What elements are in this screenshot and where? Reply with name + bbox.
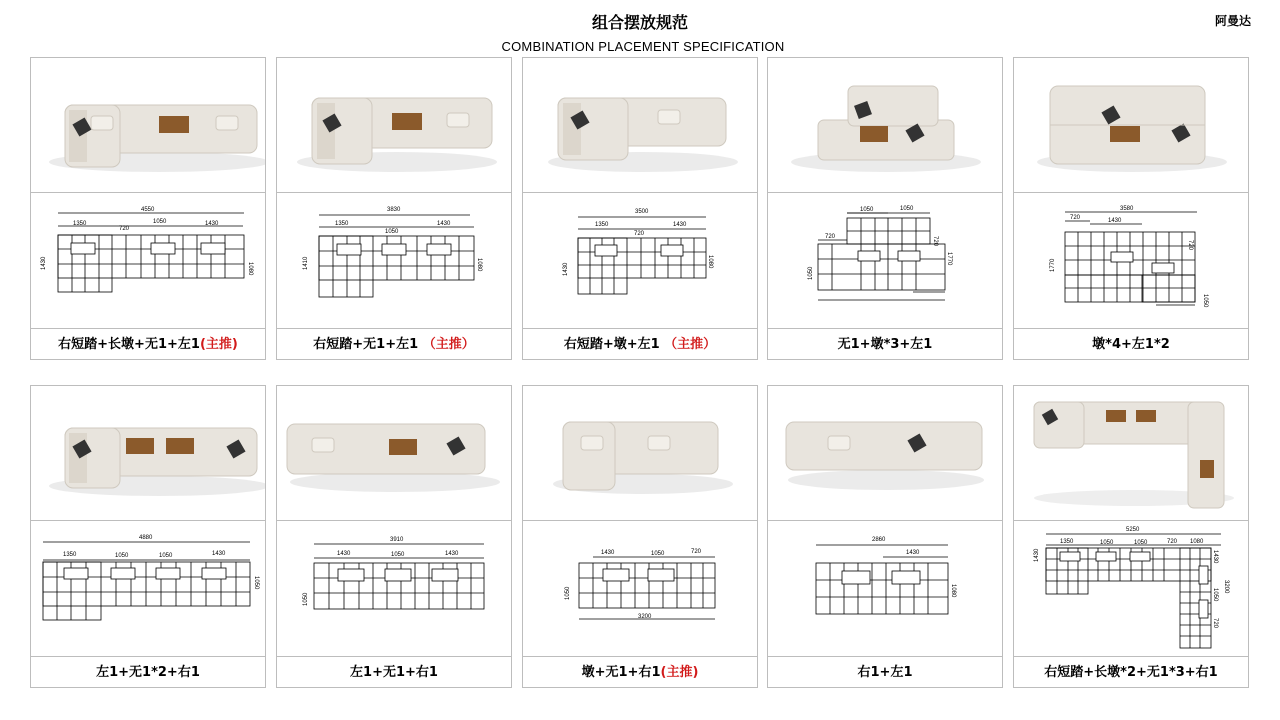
dimension-plan	[768, 192, 1002, 329]
combo-caption: 右1+左1	[857, 665, 913, 680]
dim-label: 1430	[1034, 548, 1040, 562]
dim-label: 1430	[337, 551, 351, 557]
dimension-plan	[31, 192, 265, 329]
sofa-photo	[768, 58, 1002, 193]
dim-label: 1770	[946, 252, 952, 266]
combo-caption: 左1+无1*2+右1	[96, 665, 200, 680]
dim-label: 720	[691, 549, 702, 555]
dim-label: 1050	[1212, 588, 1218, 602]
recommend-badge: （主推）	[422, 337, 475, 352]
dim-label: 1050	[385, 229, 399, 235]
sofa-photo	[523, 58, 757, 193]
combo-card-7[interactable]	[276, 385, 512, 688]
brand-name: 阿曼达	[1214, 14, 1251, 28]
combo-card-4[interactable]	[767, 57, 1003, 360]
recommend-badge: （主推）	[664, 337, 717, 352]
dimension-plan	[768, 520, 1002, 657]
dimension-plan	[277, 520, 511, 657]
dim-label: 1350	[73, 221, 87, 227]
dim-label: 1050	[1202, 294, 1208, 308]
combo-card-9[interactable]	[767, 385, 1003, 688]
combo-card-5[interactable]	[1013, 57, 1249, 360]
dimension-plan	[1014, 520, 1248, 657]
combo-card-1[interactable]	[30, 57, 266, 360]
dim-label: 1770	[1050, 258, 1056, 272]
dim-label: 1050	[651, 551, 665, 557]
dim-label: 1080	[476, 258, 482, 272]
dim-label: 1050	[565, 586, 571, 600]
dimension-plan	[277, 192, 511, 329]
dim-label: 1430	[437, 221, 451, 227]
dim-label: 3200	[638, 614, 652, 620]
dim-label: 3200	[1223, 580, 1229, 594]
dim-label: 720	[1070, 215, 1081, 221]
combo-caption: 右短踏+墩+左1 （主推）	[563, 337, 717, 352]
dimension-plan	[31, 520, 265, 657]
dim-label: 720	[1167, 539, 1178, 545]
dim-label: 1050	[253, 576, 259, 590]
dim-label: 1430	[1212, 550, 1218, 564]
dim-label: 1080	[247, 262, 253, 276]
dim-label: 5250	[1126, 527, 1140, 533]
dim-label: 4880	[139, 535, 153, 541]
combo-card-10[interactable]	[1013, 385, 1249, 688]
combo-caption: 右短踏+无1+左1 （主推）	[313, 337, 475, 352]
dim-label: 720	[1187, 240, 1193, 251]
combo-caption: 右短踏+长墩*2+无1*3+右1	[1044, 665, 1218, 680]
combo-card-6[interactable]	[30, 385, 266, 688]
dim-label: 4550	[141, 207, 155, 213]
dim-label: 3580	[1120, 206, 1134, 212]
dim-label: 720	[932, 236, 938, 247]
page-title: 组合摆放规范	[591, 13, 688, 32]
dim-label: 1080	[950, 584, 956, 598]
combo-card-2[interactable]	[276, 57, 512, 360]
recommend-badge: (主推)	[199, 337, 238, 352]
dim-label: 1430	[1108, 218, 1122, 224]
dim-label: 720	[825, 234, 836, 240]
dim-label: 1050	[808, 266, 814, 280]
dim-label: 720	[634, 231, 645, 237]
dim-label: 1050	[1134, 540, 1148, 546]
dim-label: 1430	[41, 256, 47, 270]
dim-label: 1430	[906, 550, 920, 556]
dimension-plan	[523, 192, 757, 329]
dim-label: 1050	[1100, 540, 1114, 546]
dim-label: 3500	[635, 209, 649, 215]
dim-label: 1050	[303, 592, 309, 606]
dim-label: 720	[1212, 618, 1218, 629]
dim-label: 1050	[860, 207, 874, 213]
dim-label: 1050	[391, 552, 405, 558]
dim-label: 1350	[595, 222, 609, 228]
combo-caption: 左1+无1+右1	[350, 665, 438, 680]
dim-label: 1350	[335, 221, 349, 227]
dim-label: 1430	[563, 262, 569, 276]
page-subtitle: COMBINATION PLACEMENT SPECIFICATION	[501, 39, 785, 54]
dim-label: 1050	[900, 206, 914, 212]
dim-label: 720	[119, 226, 130, 232]
dim-label: 3910	[390, 537, 404, 543]
combo-card-3[interactable]	[522, 57, 758, 360]
sofa-photo	[523, 386, 757, 521]
sofa-photo	[1014, 386, 1248, 521]
dim-label: 1430	[445, 551, 459, 557]
combo-caption: 墩*4+左1*2	[1092, 337, 1170, 352]
dim-label: 1350	[1060, 539, 1074, 545]
dim-label: 1080	[707, 255, 713, 269]
dim-label: 1430	[205, 221, 219, 227]
combo-caption: 墩+无1+右1(主推)	[581, 665, 699, 680]
sofa-photo	[1014, 58, 1248, 193]
combo-caption: 无1+墩*3+左1	[837, 337, 933, 352]
dim-label: 1080	[1190, 539, 1204, 545]
dim-label: 1430	[212, 551, 226, 557]
dim-label: 1050	[153, 219, 167, 225]
combo-card-8[interactable]	[522, 385, 758, 688]
dim-label: 2860	[872, 537, 886, 543]
dim-label: 1430	[673, 222, 687, 228]
dim-label: 3830	[387, 207, 401, 213]
dim-label: 1050	[159, 553, 173, 559]
dim-label: 1050	[115, 553, 129, 559]
sofa-photo	[768, 386, 1002, 521]
dimension-plan	[1014, 192, 1248, 329]
dim-label: 1410	[303, 256, 309, 270]
dim-label: 1350	[63, 552, 77, 558]
recommend-badge: (主推)	[660, 665, 699, 680]
dim-label: 1430	[601, 550, 615, 556]
sofa-photo	[277, 58, 511, 193]
combo-caption: 右短踏+长墩+无1+左1(主推)	[58, 337, 238, 352]
dimension-plan	[523, 520, 757, 657]
sofa-photo	[31, 386, 265, 521]
sofa-photo	[31, 58, 265, 193]
sofa-photo	[277, 386, 511, 521]
